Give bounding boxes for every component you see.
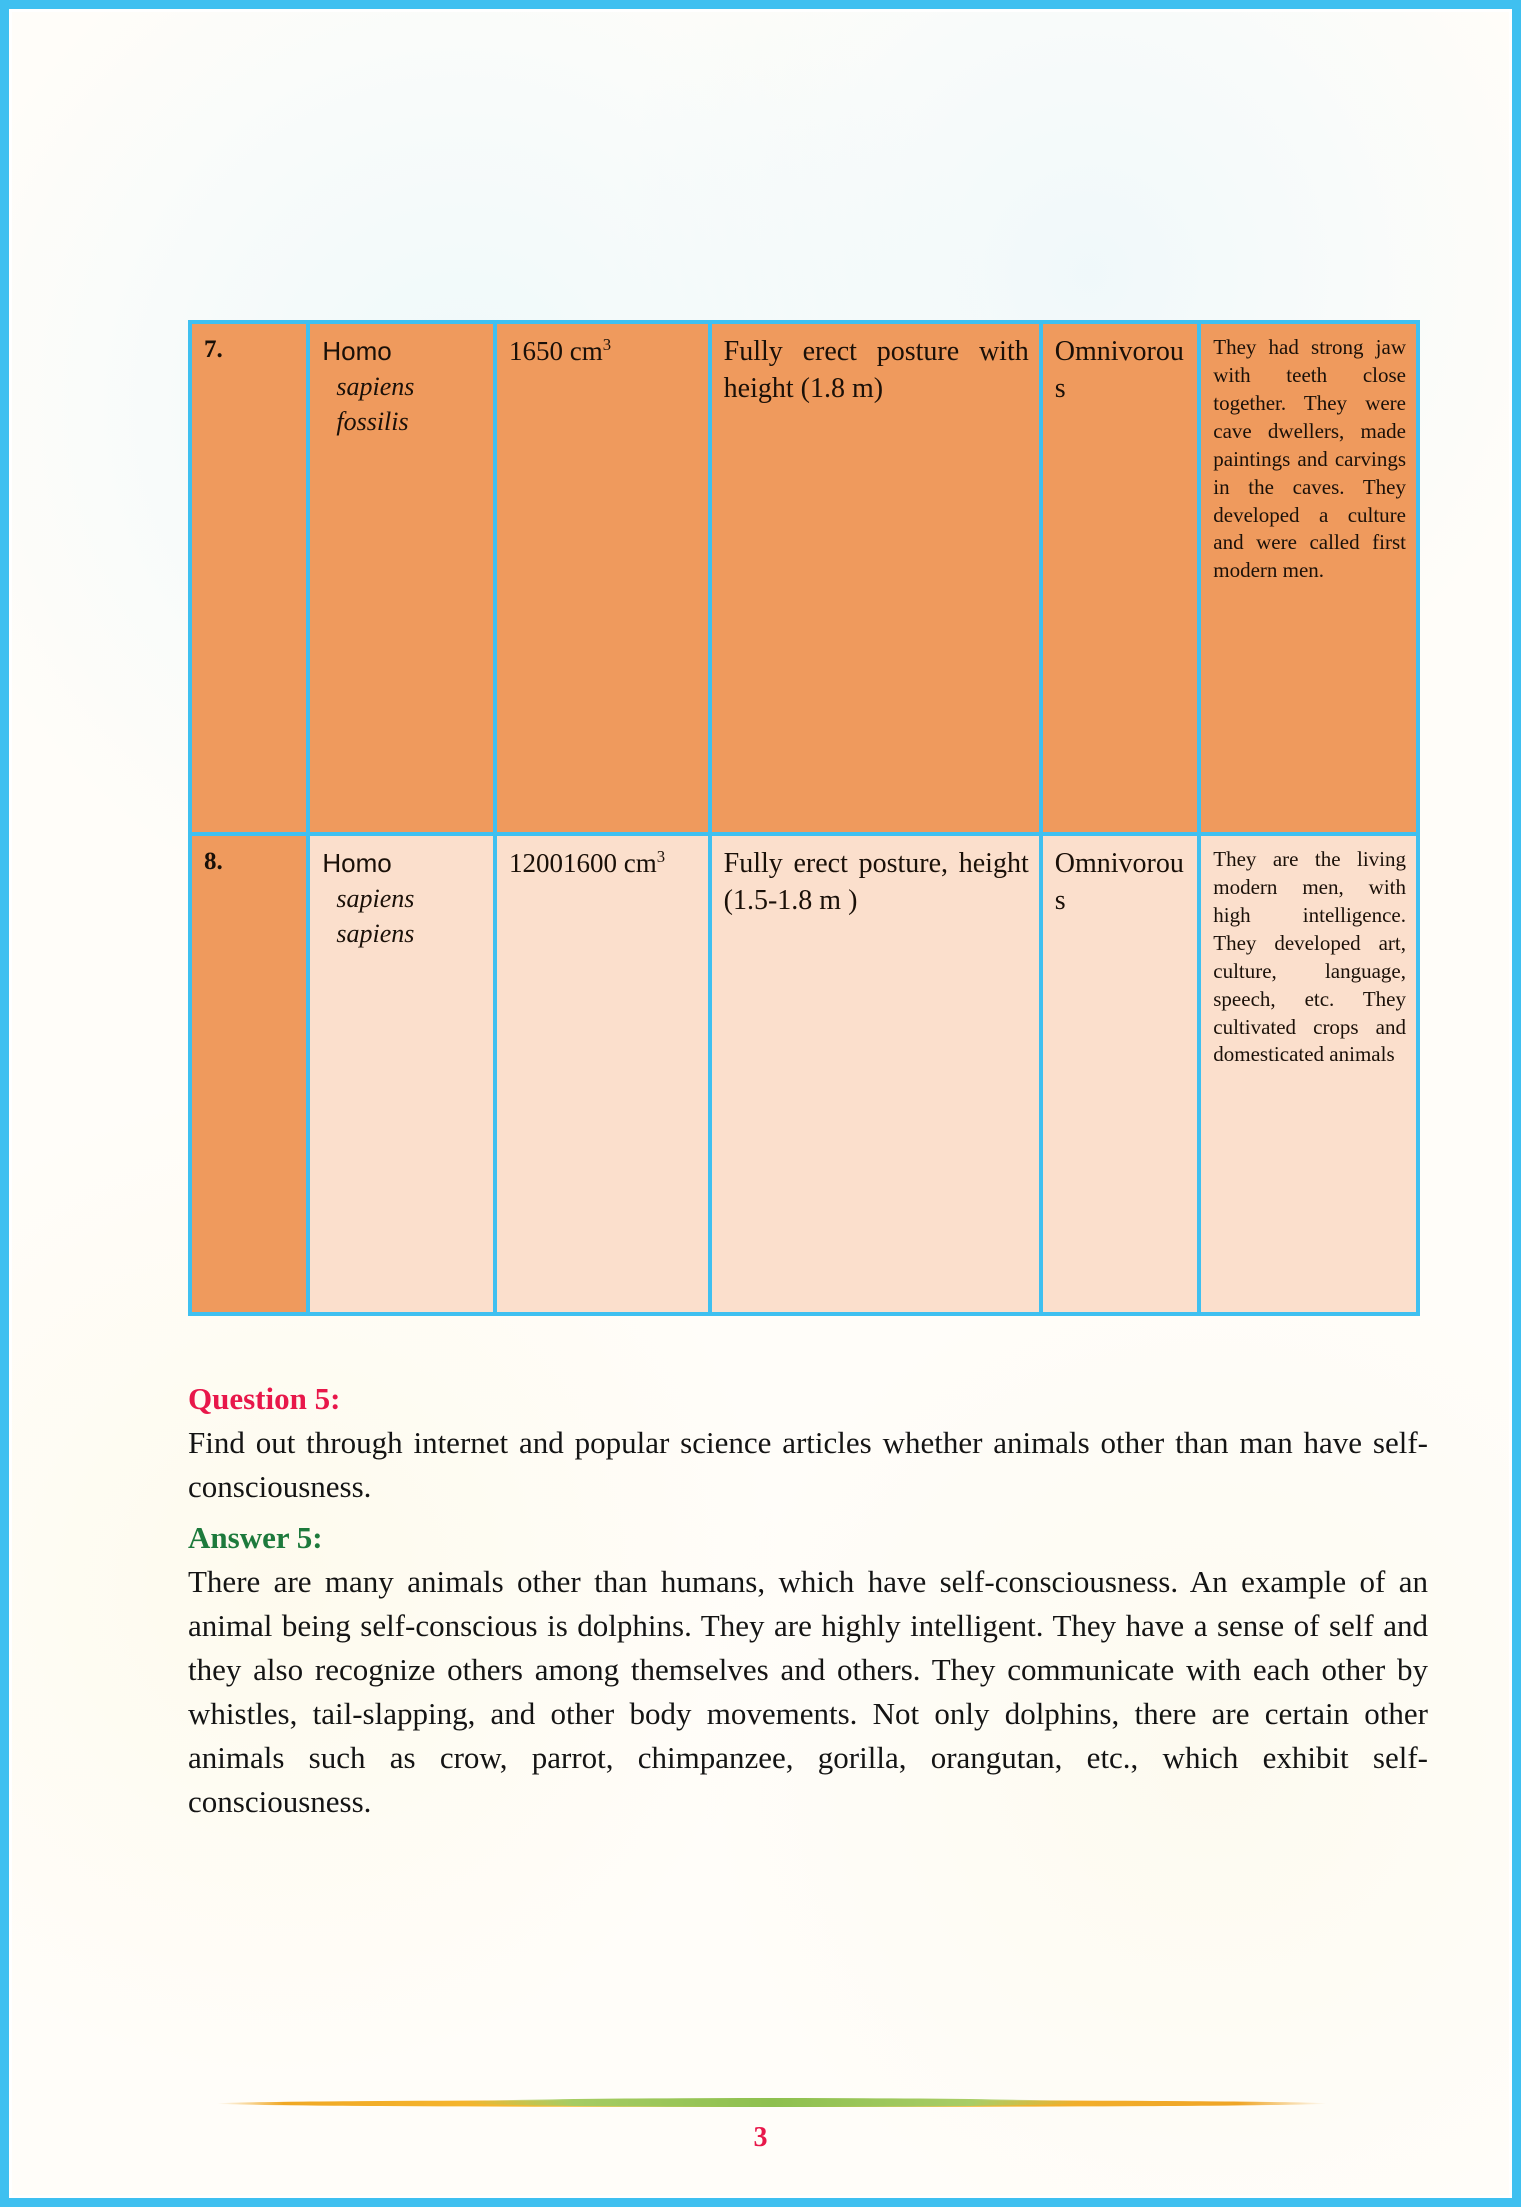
cell-diet: Omnivorous	[1041, 834, 1200, 1314]
cell-posture: Fully erect posture, height (1.5-1.8 m )	[710, 834, 1041, 1314]
answer-text: There are many animals other than humans, which have self-consciousness. An example of an animal being self-conscious is dolphins. They are highly intelligent. They have a sense of self and they also recognize others among themselves and others. They communicate with each other by whistles, tail-slapping, and other body movements. Not only dolphins, there are certain other animals such as crow, parrot, chimpanzee, gorilla, orangutan, etc., which exhibit self-consciousness.	[188, 1564, 1428, 1820]
species-epithet-1: sapiens	[336, 372, 415, 402]
decorative-divider	[217, 2096, 1327, 2110]
cranial-capacity-value: 12001600 cm	[508, 848, 657, 878]
cell-diet: Omnivorous	[1041, 322, 1200, 834]
human-evolution-table	[188, 320, 1420, 1316]
cranial-capacity-exponent: 3	[656, 847, 666, 866]
cell-species-name	[308, 834, 495, 1314]
table-row	[190, 322, 1418, 834]
species-genus: Homo	[322, 848, 392, 878]
species-genus: Homo	[322, 336, 392, 366]
page-inner-frame	[9, 9, 1512, 2198]
answer-heading: Answer 5:	[188, 1520, 323, 1556]
cranial-capacity-exponent: 3	[602, 335, 612, 354]
table-row	[190, 834, 1418, 1314]
page-number: 3	[753, 2122, 768, 2153]
cell-posture: Fully erect posture with height (1.8 m)	[710, 322, 1041, 834]
cell-serial-number: 8.	[190, 834, 308, 1314]
cell-cranial-capacity	[495, 834, 710, 1314]
cell-remarks	[1199, 322, 1418, 834]
species-epithet-2: fossilis	[336, 407, 409, 437]
divider-inner-band	[461, 2098, 1083, 2107]
cell-species-name	[308, 322, 495, 834]
page-footer	[12, 2072, 1509, 2202]
remarks-text: They are the living modern men, with high intelligence. They developed art, culture, language, speech, etc. They cultivated crops and domesticated animals	[1213, 847, 1406, 1067]
species-epithet-1: sapiens	[336, 884, 415, 914]
question-answer-block	[188, 1380, 1428, 1825]
cell-cranial-capacity	[495, 322, 710, 834]
species-epithet-2: sapiens	[336, 919, 415, 949]
question-text: Find out through internet and popular science articles whether animals other than man have self-consciousness.	[188, 1425, 1428, 1505]
remarks-text: They had strong jaw with teeth close together. They were cave dwellers, made paintings and carvings in the caves. They developed a culture and were called first modern men.	[1213, 335, 1406, 583]
cell-remarks	[1199, 834, 1418, 1314]
cell-serial-number: 7.	[190, 322, 308, 834]
question-heading: Question 5:	[188, 1381, 341, 1416]
cranial-capacity-value: 1650 cm	[508, 336, 603, 366]
